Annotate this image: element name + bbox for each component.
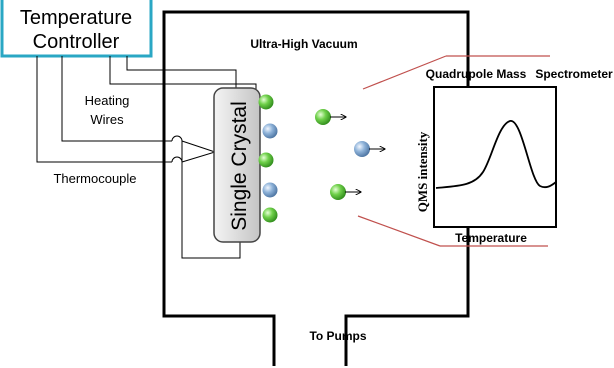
adsorbed-atoms [259, 95, 278, 223]
green-atom [330, 184, 346, 200]
heating-label-line2: Wires [90, 112, 124, 127]
green-atom [259, 153, 274, 168]
qms-xlabel: Temperature [455, 231, 527, 245]
to-pumps-label: To Pumps [309, 329, 367, 343]
blue-atom [354, 141, 370, 157]
green-atom [263, 208, 278, 223]
heating-wire-top [127, 56, 236, 92]
heating-wire-right [110, 56, 256, 92]
heating-label-line1: Heating [84, 93, 130, 108]
qms-plot-frame [434, 87, 556, 227]
ultra-high-vacuum-label: Ultra-High Vacuum [250, 37, 358, 51]
crystal-label: Single Crystal [228, 101, 251, 231]
green-atom [315, 109, 331, 125]
wire-crossover-lower [172, 157, 182, 162]
desorbing-atoms [315, 109, 385, 200]
qms-title: Quadrupole Mass [425, 67, 527, 81]
thermocouple-label: Thermocouple [53, 171, 137, 186]
cone-line-lower [358, 216, 440, 246]
controller-label-line2: Controller [32, 31, 120, 53]
qms-title-2: Spectrometer [535, 67, 613, 81]
single-crystal [214, 88, 260, 242]
controller-label-line1: Temperature [19, 7, 133, 29]
blue-atom [263, 183, 278, 198]
qms-plot [415, 87, 556, 245]
qms-ylabel: QMS intensity [415, 131, 430, 213]
thermocouple-wire [37, 56, 172, 162]
thermocouple-junction [182, 141, 215, 162]
wire-crossover-upper [172, 136, 182, 141]
green-atom [259, 95, 274, 110]
blue-atom [263, 124, 278, 139]
